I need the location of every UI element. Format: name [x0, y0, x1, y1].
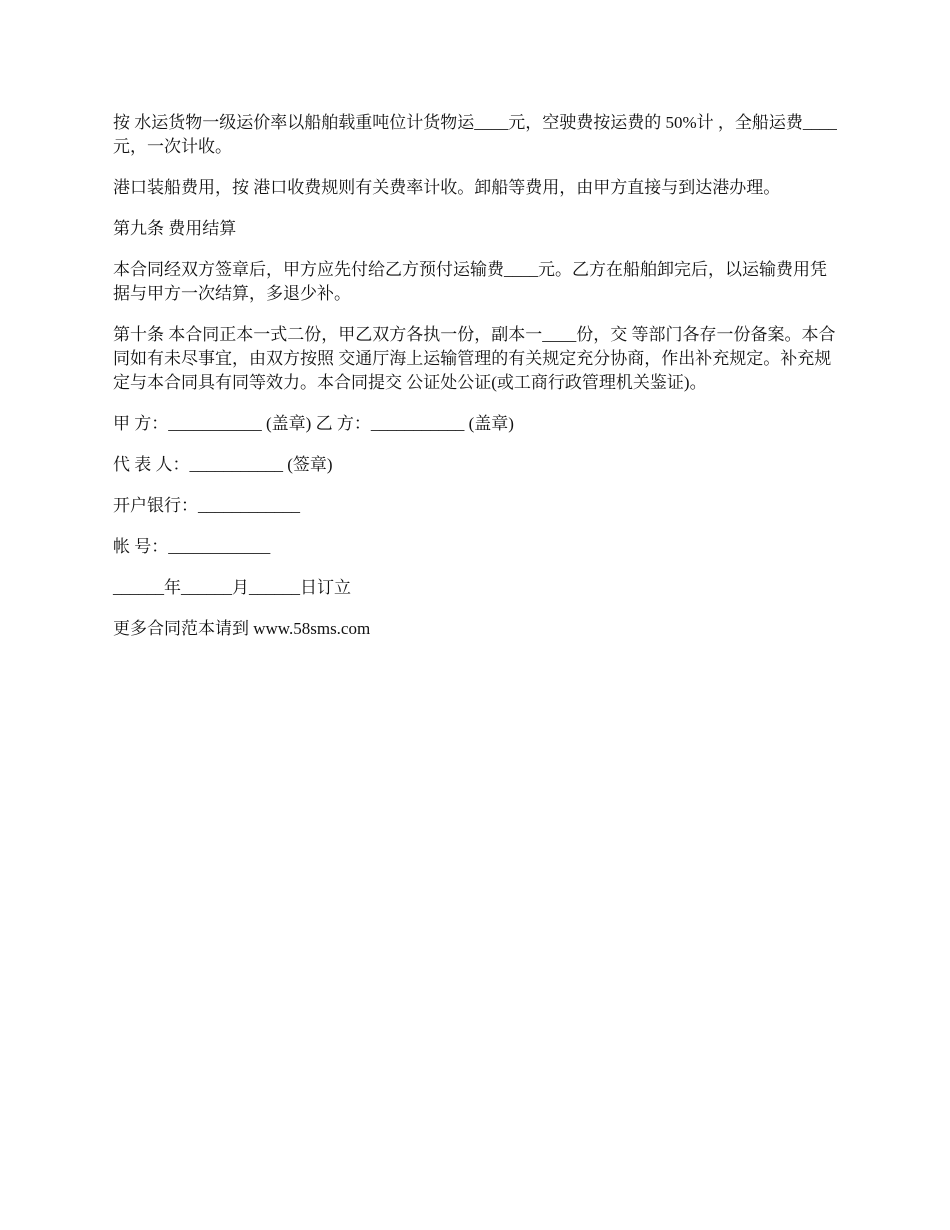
bank-line: 开户银行：____________ — [113, 496, 300, 515]
port-fees-paragraph: 港口装船费用，按 港口收费规则有关费率计收。卸船等费用，由甲方直接与到达港办理。 — [113, 178, 781, 197]
document-body — [113, 111, 841, 658]
footer-note: 更多合同范本请到 www.58sms.com — [113, 619, 371, 638]
date-line: ______年______月______日订立 — [113, 578, 351, 597]
freight-rate-paragraph: 按 水运货物一级运价率以船舶载重吨位计货物运____元，空驶费按运费的 50%计 ，全船运费____元，一次计收。 — [113, 113, 837, 156]
settlement-paragraph: 本合同经双方签章后，甲方应先付给乙方预付运输费____元。乙方在船舶卸完后，以运输费用凭据与甲方一次结算，多退少补。 — [113, 260, 827, 303]
account-line: 帐 号：____________ — [113, 537, 271, 556]
article-ten-paragraph: 第十条 本合同正本一式二份，甲乙双方各执一份，副本一____份，交 等部门各存一份备案。本合同如有未尽事宜，由双方按照 交通厅海上运输管理的有关规定充分协商，作出补充规定。补充规定与本合同具有同等效力。本合同提交 公证处公证(或工商行政管理机关鉴证)。 — [113, 325, 836, 392]
article-nine-heading: 第九条 费用结算 — [113, 219, 237, 238]
party-signature-line: 甲 方：___________ (盖章) 乙 方：___________ (盖章) — [113, 414, 514, 433]
representative-line: 代 表 人：___________ (签章) — [113, 455, 333, 474]
